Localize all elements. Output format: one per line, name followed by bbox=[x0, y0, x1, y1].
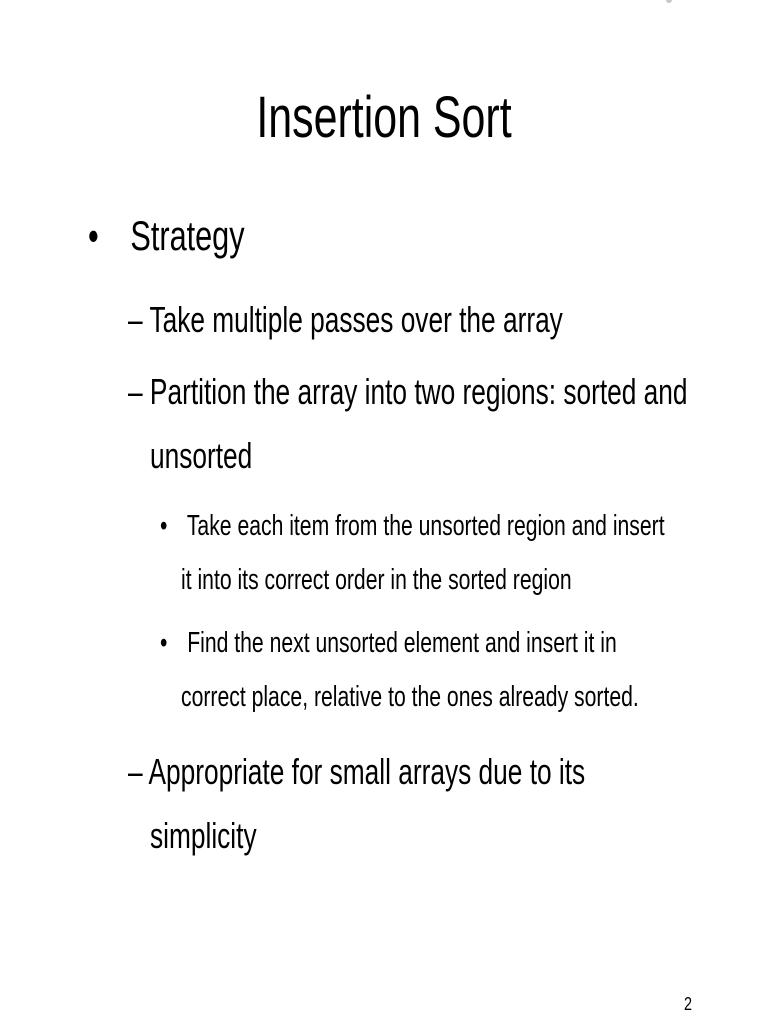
sub-sub-bullet-text-line2: it into its correct order in the sorted region bbox=[181, 564, 572, 596]
sub-bullet-text-line2: simplicity bbox=[150, 815, 257, 856]
sub-bullet-passes bbox=[128, 294, 563, 346]
sub-sub-bullet-text-line1: Find the next unsorted element and insert it in bbox=[187, 627, 617, 659]
dash-glyph: – bbox=[128, 371, 143, 412]
sub-bullet-partition bbox=[128, 366, 688, 418]
dash-glyph: – bbox=[128, 299, 143, 340]
sub-bullet-partition-continuation bbox=[150, 430, 252, 482]
sub-sub-bullet-find-next-continuation bbox=[181, 676, 639, 718]
sub-sub-bullet-find-next bbox=[160, 622, 617, 664]
bullet-strategy bbox=[88, 206, 245, 266]
sub-bullet-appropriate-continuation bbox=[150, 810, 257, 862]
page-number: 2 bbox=[683, 994, 692, 1014]
sub-bullet-text: Take multiple passes over the array bbox=[149, 299, 563, 340]
sub-bullet-text-line1: Partition the array into two regions: sorted and bbox=[149, 371, 688, 412]
dash-glyph: – bbox=[128, 751, 143, 792]
bullet-glyph: • bbox=[88, 212, 99, 259]
sub-sub-bullet-text-line1: Take each item from the unsorted region and insert bbox=[186, 510, 665, 542]
bullet-text: Strategy bbox=[130, 212, 245, 259]
corner-mark bbox=[666, 0, 672, 3]
sub-bullet-appropriate bbox=[128, 746, 585, 798]
sub-bullet-text-line1: Appropriate for small arrays due to its bbox=[148, 751, 586, 792]
sub-bullet-text-line2: unsorted bbox=[150, 435, 253, 476]
sub-sub-bullet-take-each-continuation bbox=[181, 559, 572, 601]
slide-title: Insertion Sort bbox=[256, 85, 512, 150]
sub-sub-bullet-take-each bbox=[160, 505, 665, 547]
sub-sub-bullet-text-line2: correct place, relative to the ones already sorted. bbox=[181, 681, 639, 713]
bullet-glyph: • bbox=[160, 510, 168, 542]
bullet-glyph: • bbox=[160, 627, 168, 659]
